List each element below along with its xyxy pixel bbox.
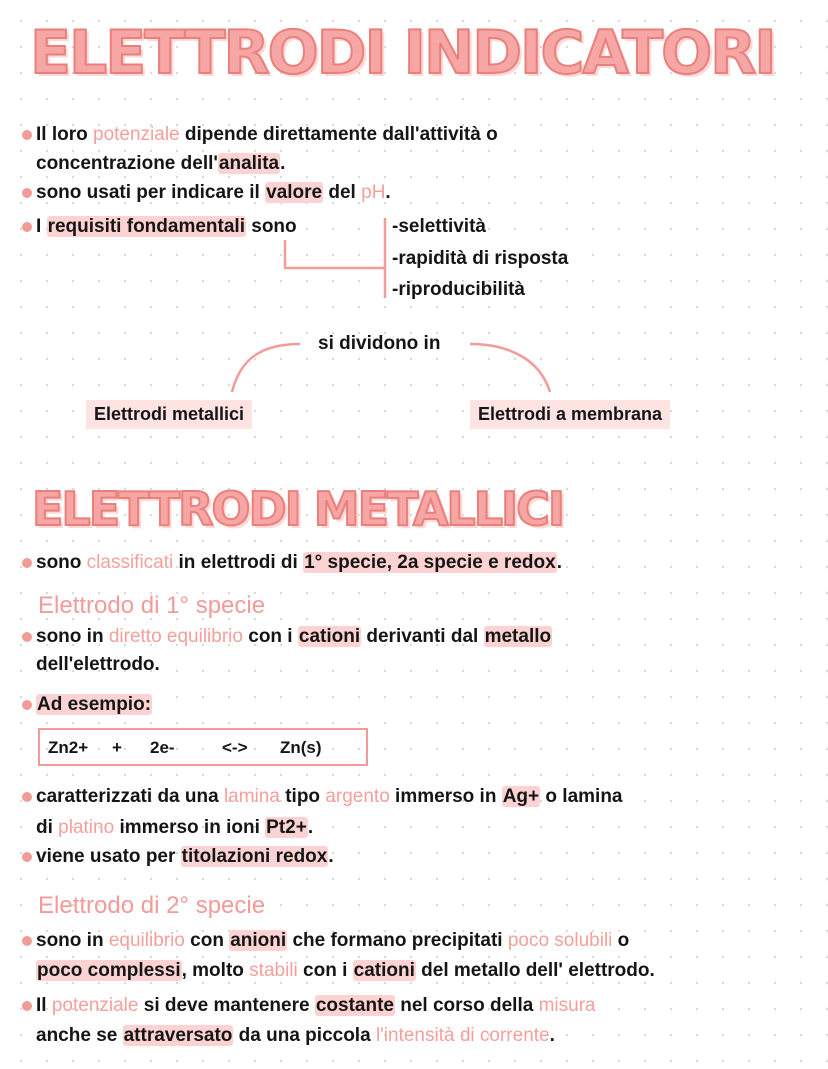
highlighted-term: costante [315, 995, 394, 1016]
text-segment: con i [242, 626, 298, 647]
pink-term: potenziale [93, 124, 180, 145]
text-segment: con i [297, 960, 353, 981]
bullet-icon [22, 936, 32, 946]
eq-arrow: <-> [222, 738, 248, 757]
text-segment: in elettrodi di [173, 552, 304, 573]
text-segment: . [549, 1025, 555, 1046]
divide-label: si dividono in [318, 333, 441, 354]
eq-plus: + [112, 738, 122, 757]
pink-term: equilibrio [108, 930, 185, 951]
text-segment: dell'elettrodo. [36, 654, 160, 675]
text-segment: dipende direttamente dall'attività o [179, 124, 498, 145]
highlighted-term: cationi [353, 960, 415, 981]
highlighted-term: requisiti fondamentali [47, 216, 245, 237]
text-segment: sono usati per indicare il [36, 182, 266, 203]
text-segment: o lamina [540, 786, 623, 807]
text-segment: caratterizzati da una [36, 786, 224, 807]
text-segment: sono [245, 216, 297, 237]
pink-term: misura [538, 995, 596, 1016]
highlighted-term: anioni [230, 930, 287, 951]
text-segment: sono in [36, 930, 109, 951]
highlighted-term: 1° specie, 2a specie e redox [304, 552, 556, 573]
text-segment: del [323, 182, 362, 203]
text-segment: da una piccola [233, 1025, 376, 1046]
text-line [36, 960, 655, 982]
text-segment: del metallo dell' elettrodo. [415, 960, 655, 981]
eq-reactant: Zn2+ [48, 738, 89, 757]
text-segment: si deve mantenere [138, 995, 315, 1016]
text-line [36, 1025, 555, 1047]
eq-product: Zn(s) [280, 738, 322, 757]
text-segment: derivanti dal [361, 626, 484, 647]
text-segment: o [612, 930, 630, 951]
text-segment: concentrazione dell' [36, 153, 218, 174]
highlighted-term: cationi [298, 626, 361, 647]
pink-term: diretto equilibrio [108, 626, 243, 647]
highlighted-term: poco complessi [37, 960, 181, 981]
subheading-specie-1: Elettrodo di 1° specie [38, 592, 266, 619]
requisito-item: -rapidità di risposta [392, 248, 569, 269]
text-segment: . [556, 552, 562, 573]
page-title: ELETTRODI INDICATORI [30, 18, 775, 88]
text-segment: . [328, 846, 334, 867]
text-segment: nel corso della [394, 995, 539, 1016]
bullet-icon [22, 632, 32, 642]
text-segment: . [385, 182, 391, 203]
highlighted-term: Pt2+ [266, 817, 307, 838]
text-segment: che formano precipitati [287, 930, 508, 951]
text-segment: tipo [279, 786, 326, 807]
text-segment: . [280, 153, 286, 174]
text-line [36, 654, 160, 676]
text-segment: Il [36, 995, 52, 1016]
text-line [36, 817, 313, 839]
highlighted-term: attraversato [123, 1025, 233, 1046]
pink-term: classificati [86, 552, 174, 573]
pink-term: poco solubili [507, 930, 613, 951]
text-segment: immerso in [389, 786, 502, 807]
highlighted-term: valore [266, 182, 323, 203]
highlighted-term: analita [218, 153, 280, 174]
requisito-item: -selettività [392, 216, 486, 237]
pink-term: lamina [223, 786, 280, 807]
bracket-line [285, 218, 385, 298]
text-segment: viene usato per [36, 846, 181, 867]
arc-right [470, 344, 550, 392]
highlighted-term: Ag+ [502, 786, 540, 807]
text-line [36, 694, 152, 716]
pink-term: potenziale [51, 995, 139, 1016]
pink-term: platino [58, 817, 115, 838]
bullet-icon [22, 1001, 32, 1011]
section-title: ELETTRODI METALLICI [32, 482, 564, 536]
text-segment: . [307, 817, 314, 838]
arc-left [232, 344, 300, 392]
text-line [36, 626, 552, 648]
highlighted-term: metallo [484, 626, 552, 647]
pink-term: l'intensità di corrente [375, 1025, 550, 1046]
text-segment: Il loro [36, 124, 93, 145]
bullet-icon [22, 852, 32, 862]
pink-term: argento [325, 786, 390, 807]
membrana-box: Elettrodi a membrana [470, 400, 670, 429]
highlighted-term: titolazioni redox [181, 846, 328, 867]
text-segment: con [184, 930, 230, 951]
text-line [36, 995, 596, 1017]
text-segment: , molto [181, 960, 250, 981]
text-line [36, 846, 334, 868]
requisito-item: -riproducibilità [392, 279, 525, 300]
eq-electrons: 2e- [150, 738, 175, 757]
text-segment: di [36, 817, 59, 838]
equation-box [38, 728, 368, 766]
text-segment: I [36, 216, 47, 237]
subheading-specie-2: Elettrodo di 2° specie [38, 892, 266, 919]
pink-term: stabili [249, 960, 298, 981]
text-line [36, 552, 562, 574]
text-segment: sono in [36, 626, 109, 647]
bullet-icon [22, 558, 32, 568]
pink-term: pH [361, 182, 386, 203]
highlighted-term: Ad esempio: [37, 694, 152, 715]
metallici-box: Elettrodi metallici [86, 400, 252, 429]
bullet-icon [22, 700, 32, 710]
text-segment: immerso in ioni [114, 817, 266, 838]
text-line [36, 786, 623, 808]
text-segment: sono [36, 552, 87, 573]
bullet-icon [22, 792, 32, 802]
text-line [36, 930, 629, 952]
text-segment: anche se [36, 1025, 123, 1046]
